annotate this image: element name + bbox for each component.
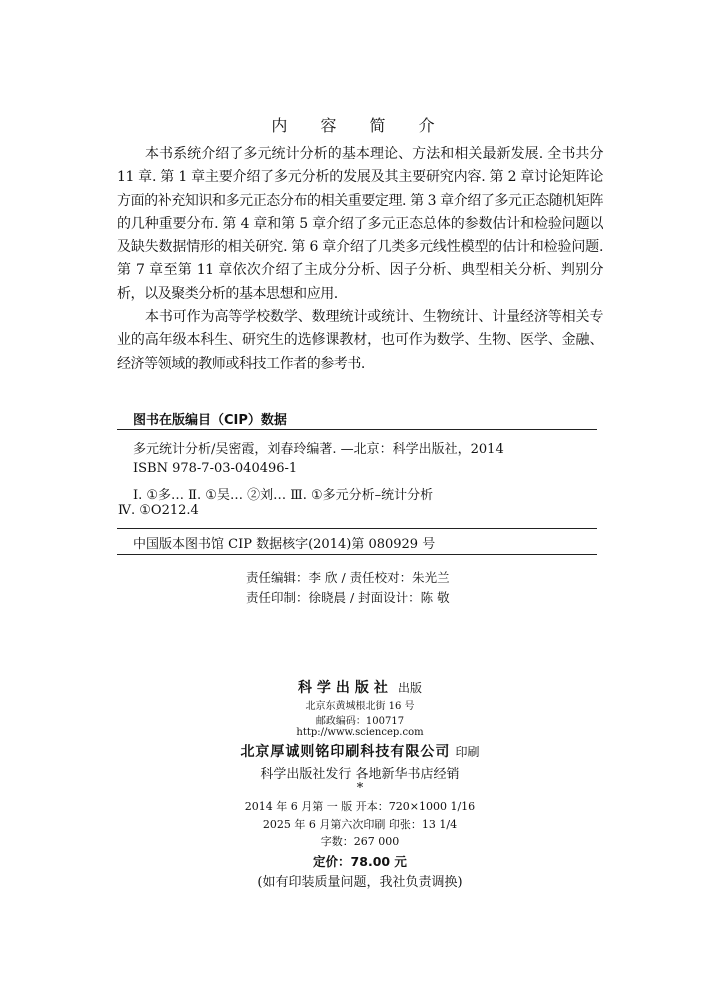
printer-name: 北京厚诚则铭印刷科技有限公司 (240, 744, 451, 760)
intro-heading: 内 容 简 介 (271, 116, 449, 135)
publish-label: 出版 (398, 681, 423, 695)
intro-paragraph: 本书系统介绍了多元统计分析的基本理论、方法和相关最新发展. 全书共分 11 章. 第 1 章主要介绍了多元分析的发展及其主要研究内容. 第 2 章讨论矩阵论方面的补充知识和多元正态分布的相关重要定理. 第 3 章介绍了多元正态随机矩阵的几种重要分布. 第 4 章和第 5 章介绍了多元正态总体的参数估计和检验问题以及缺失数据情形的相关研究. 第 6 章介绍了几类多元线性模型的估计和检验问题. 第 7 章至第 11 章依次介绍了主成分分析、因子分析、典型相关分析、判别分析，以及聚类分析的基本思想和应用. (117, 146, 603, 302)
credits-editors: 责任编辑：李 欣 / 责任校对：朱光兰 (246, 570, 450, 585)
printer-line (0, 741, 720, 761)
separator-star: * (356, 781, 364, 796)
cip-verification: 中国版本图书馆 CIP 数据核字(2014)第 080929 号 (133, 537, 436, 552)
cip-isbn: ISBN 978-7-03-040496-1 (133, 461, 298, 476)
cip-title: 图书在版编目（CIP）数据 (133, 413, 287, 428)
cip-classification: Ⅰ. ①多… Ⅱ. ①吴… ②刘… Ⅲ. ①多元分析–统计分析 (133, 488, 434, 503)
distribution-line: 科学出版社发行 各地新华书店经销 (260, 767, 460, 782)
cip-middle-rule (117, 528, 597, 529)
word-count: 字数：267 000 (320, 835, 400, 848)
cip-book-line: 多元统计分析/吴密霞，刘春玲编著. —北京：科学出版社，2014 (133, 442, 504, 457)
price: 定价：78.00 元 (313, 854, 407, 869)
quality-notice: (如有印装质量问题，我社负责调换) (257, 875, 463, 890)
credits-production: 责任印制：徐晓晨 / 封面设计：陈 敬 (246, 590, 450, 605)
printing-line: 2025 年 6 月第六次印刷 印张：13 1/4 (262, 818, 458, 831)
print-label: 印刷 (455, 745, 480, 759)
publisher-address: 北京东黄城根北街 16 号 (305, 701, 415, 712)
publisher-url: http://www.sciencep.com (296, 727, 424, 738)
intro-paragraph: 本书可作为高等学校数学、数理统计或统计、生物统计、计量经济等相关专业的高年级本科生、研究生的选修课教材，也可作为数学、生物、医学、金融、经济等领域的教师或科技工作者的参考书. (117, 309, 603, 372)
intro-body (117, 143, 603, 376)
cip-classification-code: Ⅳ. ①O212.4 (118, 503, 199, 518)
cip-bottom-rule (117, 554, 597, 555)
cip-top-rule (117, 429, 597, 430)
publisher-name: 科学出版社 (297, 680, 393, 696)
edition-line: 2014 年 6 月第 一 版 开本：720×1000 1/16 (244, 800, 476, 813)
credits (246, 568, 450, 608)
publisher-line (0, 677, 720, 697)
publisher-postcode: 邮政编码：100717 (315, 716, 405, 727)
